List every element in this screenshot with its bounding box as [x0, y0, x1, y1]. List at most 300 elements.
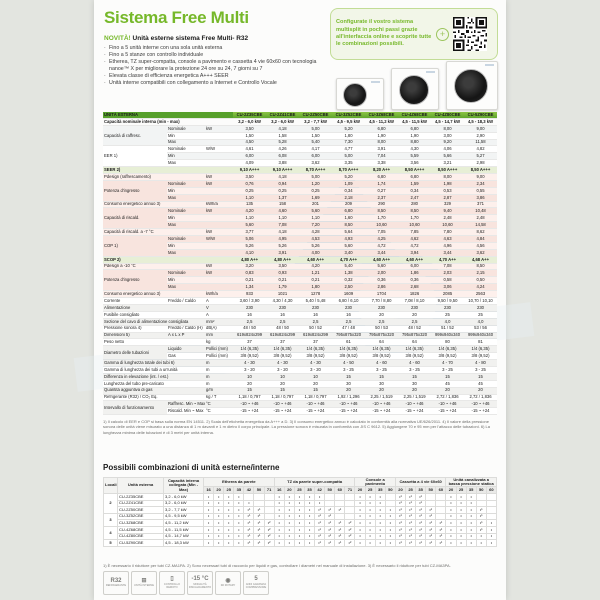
cell: 3 - 25	[332, 366, 365, 373]
cell: •	[456, 513, 466, 520]
cell: 280	[398, 201, 431, 208]
cell: •	[214, 540, 224, 547]
cell: 3,35	[332, 160, 365, 167]
cell: •	[284, 520, 294, 527]
cell: •¹	[244, 540, 254, 547]
cell: •¹	[244, 513, 254, 520]
cell: 16	[299, 311, 332, 318]
cell: •¹	[395, 507, 405, 514]
cell: 619x824x299	[299, 332, 332, 339]
row-label: Capacità di riscald.	[103, 208, 167, 229]
cell: 8,50	[332, 222, 365, 229]
cell: kW	[205, 208, 233, 215]
cell: Nominale	[167, 125, 205, 132]
cell: •	[304, 493, 314, 500]
table-row	[104, 540, 497, 547]
cell: •	[214, 507, 224, 514]
cell: 5,28	[266, 139, 299, 146]
cell: 20	[446, 487, 456, 494]
cell: 0,34	[332, 187, 365, 194]
cell: 0,53	[431, 187, 464, 194]
cell: 0,55	[464, 187, 497, 194]
cell: 15	[398, 373, 431, 380]
cell: •¹	[426, 507, 436, 514]
cell: 2,90	[464, 132, 497, 139]
cell: 3/8 (9,52)	[431, 353, 464, 360]
cell: 1021	[266, 291, 299, 298]
cell: •	[204, 540, 214, 547]
cell: •	[446, 500, 456, 507]
cell: 48 / 52	[398, 325, 431, 332]
cell: •²	[345, 540, 355, 547]
cell	[205, 139, 233, 146]
cell: 1,20	[299, 180, 332, 187]
cell: 2,72 / 1,836	[431, 394, 464, 401]
cell: m	[205, 360, 233, 367]
cell: •	[446, 540, 456, 547]
cell: •¹	[436, 540, 446, 547]
table-row	[104, 533, 497, 540]
cell: Nominale	[167, 208, 205, 215]
feature-bullet: · Fino a 5 stanze con controllo individuale	[104, 52, 328, 59]
cell: 8,50 A+++	[464, 167, 497, 174]
cell: 2,5	[365, 318, 398, 325]
cell: •¹	[416, 513, 426, 520]
novita-label: NOVITÀ!	[104, 35, 131, 42]
cell: 48 / 50	[233, 325, 266, 332]
cell: 4 - 60	[398, 360, 431, 367]
cell: •	[234, 513, 244, 520]
cell: -15 ~ +24	[464, 408, 497, 415]
cell: 4,80 A++	[233, 256, 266, 263]
row-label: Corrente	[103, 298, 167, 305]
feature-bullet-list	[104, 45, 328, 87]
cell: 4,68 A++	[464, 256, 497, 263]
cell: Riscald. Min ~ Max	[168, 408, 204, 414]
cell: 50	[325, 487, 335, 494]
cell: •¹	[416, 520, 426, 527]
teaser-text: Configurate il vostro sistema multisplit in pochi passi grazie all'interfaccia online e scoprite tutte le combinazioni possibili.	[336, 19, 432, 48]
cell: 4,5 - 14,7 kW	[431, 118, 464, 125]
cell: 4,18	[266, 229, 299, 236]
cell: 2,87	[431, 194, 464, 201]
cell: 4,5 - 18,3 kW	[164, 540, 204, 547]
cell: •	[274, 493, 284, 500]
cell: 8,62	[464, 229, 497, 236]
footer-feature-badges	[103, 571, 269, 595]
cell: °C	[205, 401, 233, 408]
cell: 0,34	[398, 187, 431, 194]
cell: 4 - 70	[431, 360, 464, 367]
cell: •¹	[406, 493, 416, 500]
cell: 4,26	[266, 146, 299, 153]
cell: 6,00	[233, 153, 266, 160]
cell: 60	[335, 487, 345, 494]
cell: 1,18 / 0,797	[266, 394, 299, 401]
table-row	[103, 118, 497, 125]
cell: •	[375, 540, 385, 547]
cell	[345, 493, 355, 500]
cell: 3 - 20	[233, 366, 266, 373]
cell: •¹	[254, 540, 264, 547]
cell	[486, 493, 496, 500]
outdoor-unit-image-large	[446, 61, 498, 110]
cell: 3,2 - 6,0 kW	[266, 118, 299, 125]
cell: •	[244, 500, 254, 507]
cell: kW	[205, 180, 233, 187]
cell: •¹	[395, 500, 405, 507]
cell: 230	[464, 304, 497, 311]
cell: Min	[167, 187, 205, 194]
cell: •¹	[395, 513, 405, 520]
cell: 0,32	[332, 277, 365, 284]
cell: •¹	[315, 520, 325, 527]
cell: 0,76	[233, 180, 266, 187]
cell: 4 - 50	[332, 360, 365, 367]
cell: 2,25 / 1,519	[365, 394, 398, 401]
cell: 2563	[464, 291, 497, 298]
column-header: CU-4Z80CBE	[431, 112, 464, 118]
cell: kW	[205, 174, 233, 181]
cell: •¹	[416, 533, 426, 540]
table-row	[103, 256, 497, 263]
cell: •	[304, 500, 314, 507]
cell: 80	[431, 339, 464, 346]
cell: 5,60	[365, 263, 398, 270]
cell: Min	[167, 242, 205, 249]
cell: •¹	[244, 507, 254, 514]
cell: •	[214, 500, 224, 507]
table-row	[103, 332, 497, 339]
column-header: CU-5Z90CBE	[464, 112, 497, 118]
cell: kWh/a	[205, 291, 233, 298]
cell: 5,66	[431, 153, 464, 160]
cell: 8,00	[365, 139, 398, 146]
cell: kW	[205, 125, 233, 132]
cell: 1,90	[398, 132, 431, 139]
cell: •	[486, 533, 496, 540]
cell: 25	[294, 487, 304, 494]
cell: •¹	[395, 520, 405, 527]
row-label: Potenza d'ingresso	[103, 270, 167, 291]
cell: 15	[332, 373, 365, 380]
cell: 8,00	[431, 174, 464, 181]
cell: 2,5	[299, 318, 332, 325]
cell: •²	[264, 526, 274, 533]
cell: 2,5	[266, 318, 299, 325]
cell: •	[294, 526, 304, 533]
cell: 1,10	[299, 215, 332, 222]
cell: •¹	[395, 526, 405, 533]
cell: 4,61	[233, 146, 266, 153]
cell: 0,36	[398, 277, 431, 284]
cell: 4,63	[431, 236, 464, 243]
cell: 933	[233, 291, 266, 298]
cell: 4,72	[398, 242, 431, 249]
cell: 9,20	[431, 139, 464, 146]
cell: 10,60	[365, 222, 398, 229]
cell: 3/8 (9,52)	[332, 353, 365, 360]
cell: 15	[299, 387, 332, 394]
cell: •	[355, 533, 365, 540]
cell: 3,62	[299, 160, 332, 167]
cell: •	[284, 500, 294, 507]
cell: 1,10	[266, 215, 299, 222]
cell: 8,80	[398, 139, 431, 146]
cell: 4,24	[464, 284, 497, 291]
cell	[264, 500, 274, 507]
spec-table	[103, 112, 497, 415]
cell: -15 ~ +24	[266, 408, 299, 415]
cell: •	[375, 493, 385, 500]
cell: 7,08 / 8,10	[398, 298, 431, 305]
cell: •	[365, 533, 375, 540]
cell: 2	[104, 493, 118, 513]
fan-grille-icon	[399, 75, 429, 105]
cell: kg	[205, 339, 233, 346]
feature-badge	[243, 571, 269, 595]
cell: 2,72 / 1,836	[464, 394, 497, 401]
cell: kW	[205, 229, 233, 236]
cell: 10	[266, 373, 299, 380]
cell: 4 - 60	[365, 360, 398, 367]
column-header: CU-2Z35CBE	[233, 112, 266, 118]
cell: 5,60	[332, 242, 365, 249]
cell: 9,00	[464, 174, 497, 181]
cell: 1,09	[332, 180, 365, 187]
cell: 7,80	[431, 229, 464, 236]
fan-grille-icon	[343, 83, 367, 107]
cell: •¹	[416, 507, 426, 514]
cell: 20	[233, 380, 266, 387]
cell: •¹	[406, 540, 416, 547]
column-header: CU-2Z41CBE	[266, 112, 299, 118]
cell: 25	[431, 311, 464, 318]
cell: 2,5	[233, 318, 266, 325]
cell: •	[274, 507, 284, 514]
cell: 3,56	[398, 160, 431, 167]
feature-bullet: · Unità interne compatibili con collegamento a Internet e Controllo Vocale	[104, 80, 328, 87]
cell: Max	[167, 139, 205, 146]
cell	[385, 500, 395, 507]
cell: •	[204, 493, 214, 500]
cell: 1,18 / 0,797	[233, 394, 266, 401]
badge-label: UNITÀ INTERNE	[134, 584, 154, 588]
cell	[205, 277, 233, 284]
cell: 8,00	[431, 125, 464, 132]
row-label: Peso netto	[103, 339, 205, 346]
cell: 4,84	[464, 236, 497, 243]
cell: •¹	[476, 520, 486, 527]
cell: •	[375, 513, 385, 520]
cell: -10 ~ +46	[233, 401, 266, 408]
cell: 3,50	[266, 263, 299, 270]
cell: 619x824x299	[266, 332, 299, 339]
cell	[436, 500, 446, 507]
cell: 3 - 25	[365, 366, 398, 373]
cell: •	[224, 540, 234, 547]
cell: •	[486, 520, 496, 527]
cell: 5,20	[332, 174, 365, 181]
cell: Min	[167, 132, 205, 139]
cell: 1,10	[233, 194, 266, 201]
cell: •¹	[335, 507, 345, 514]
table-row	[104, 513, 497, 520]
cell: 71	[264, 487, 274, 494]
cell: 35	[304, 487, 314, 494]
cell: 999x940x340	[431, 332, 464, 339]
cell: 1,38	[332, 270, 365, 277]
row-label: Potenza d'ingresso	[103, 180, 167, 201]
cell: •¹	[406, 526, 416, 533]
cell: •	[466, 526, 476, 533]
cell: 4,0	[431, 318, 464, 325]
cell: •¹	[335, 520, 345, 527]
cell: •	[466, 540, 476, 547]
cell: 4,96	[431, 242, 464, 249]
cell: 7,04	[365, 153, 398, 160]
cell: 4	[104, 526, 118, 539]
cell: 795x875x320	[398, 332, 431, 339]
cell: •	[375, 507, 385, 514]
cell: 4,5 - 9,5 kW	[164, 513, 204, 520]
cell: 20	[431, 387, 464, 394]
table-row	[103, 291, 497, 298]
cell: •	[274, 540, 284, 547]
cell: 20	[365, 311, 398, 318]
cell: 4,5 - 11,2 kW	[365, 118, 398, 125]
cell: 10,60	[431, 222, 464, 229]
cell: 4,70 A++	[332, 256, 365, 263]
brand-label	[371, 81, 380, 83]
cell: -15 ~ +24	[431, 408, 464, 415]
cell: •	[456, 500, 466, 507]
outdoor-unit-images	[328, 56, 498, 110]
cell: 2085	[431, 291, 464, 298]
cell: 4 - 30	[266, 360, 299, 367]
cell: CU-2Z41CBE	[118, 500, 164, 507]
table-row	[103, 298, 497, 305]
cell: 4,50	[233, 139, 266, 146]
cell: 3 - 25	[398, 366, 431, 373]
cell: 3/8 (9,52)	[299, 353, 332, 360]
cell: •¹	[325, 533, 335, 540]
cell: 5,27	[464, 153, 497, 160]
cell: 2,5	[398, 318, 431, 325]
cell: 4,20	[299, 263, 332, 270]
cell: 1,37	[266, 194, 299, 201]
table-row	[103, 346, 497, 353]
cell: 209	[332, 201, 365, 208]
cell: 3,44	[365, 249, 398, 256]
cell: •	[214, 526, 224, 533]
row-label: Lunghezza del tubo pre-caricato	[103, 380, 205, 387]
cell: 20	[332, 387, 365, 394]
cell: kW	[205, 263, 233, 270]
cell: •¹	[325, 507, 335, 514]
cell: •	[456, 526, 466, 533]
row-label: Dimensioni 5)	[103, 332, 167, 339]
cell: Nominale	[167, 180, 205, 187]
cell: •¹	[436, 533, 446, 540]
cell: •	[294, 507, 304, 514]
indoor-units-icon: ⊞	[141, 577, 147, 584]
cell: •	[204, 533, 214, 540]
cell: 230	[431, 304, 464, 311]
cell: -10 ~ +46	[398, 401, 431, 408]
cell: 230	[398, 304, 431, 311]
plus-icon: +	[436, 28, 449, 41]
feature-bullet: · Elevata classe di efficienza energetica A+++ SEER	[104, 73, 328, 80]
qr-code[interactable]	[453, 17, 487, 51]
cell: •	[214, 493, 224, 500]
cell: 795x875x320	[332, 332, 365, 339]
row-label: Refrigerante (R32) / CO₂ Eq.	[103, 394, 205, 401]
cell: 158	[266, 201, 299, 208]
cell: mm	[205, 332, 233, 339]
cell: 0,58	[431, 277, 464, 284]
cell: •²	[345, 533, 355, 540]
cell	[436, 513, 446, 520]
cell: 16	[266, 311, 299, 318]
cell: •¹	[325, 513, 335, 520]
cell: 1,21	[299, 270, 332, 277]
cell: 1278	[299, 291, 332, 298]
cell: 1,10	[233, 215, 266, 222]
cell: CU-3Z68CBE	[118, 520, 164, 527]
cell: 48 / 50	[266, 325, 299, 332]
cell: •	[456, 507, 466, 514]
cell: 3,00	[431, 132, 464, 139]
cell: A	[205, 298, 233, 305]
cell	[264, 493, 274, 500]
cell: •	[294, 493, 304, 500]
table-row	[103, 146, 497, 153]
cell: •	[274, 520, 284, 527]
cell: 2,48	[431, 215, 464, 222]
cell: 1/4 (6,35)	[464, 346, 497, 353]
cell: Gas	[167, 353, 205, 360]
outdoor-unit-image-small	[336, 78, 384, 110]
cell: 8,50	[464, 263, 497, 270]
table-row	[103, 360, 497, 367]
cell: •	[234, 507, 244, 514]
cell: 20	[355, 487, 365, 494]
cell: 4,5 - 11,5 kW	[398, 118, 431, 125]
cell: •	[214, 533, 224, 540]
cell: •²	[264, 540, 274, 547]
cell: 50 / 53	[365, 325, 398, 332]
cell: •¹	[335, 533, 345, 540]
cell	[205, 187, 233, 194]
cell: 20	[398, 311, 431, 318]
table-row	[103, 167, 497, 174]
cell: 9,00	[464, 125, 497, 132]
cell: 50 / 52	[299, 325, 332, 332]
cell: 4,5 - 11,2 kW	[164, 520, 204, 527]
cell: •²	[345, 526, 355, 533]
table-row	[104, 500, 497, 507]
spec-table-footnote: 1) Il calcolo di EER e COP si basa sulla norma EN 14511. 2) Scala dell'etichetta energetica da A+++ a D. 3) Il consumo energetico annuo è calcolato in conformità alla normativa UE/626/2011. 4) Il valore della pressione sonora delle unità viene misurato a una distanza di 1 m davanti e 1 m dietro il corpo principale. La pressione sonora è misurata in conformità con JIS C 9612. 5) Aggiungere 70 e 95 mm per l'attacco delle tubazioni. 6) La lunghezza minima delle tubazioni è di 3 metri per unità interna.	[103, 419, 490, 435]
cell: •	[284, 513, 294, 520]
novita-text: Unità esterne sistema Free Multi- R32	[132, 35, 249, 42]
cell: kW	[205, 270, 233, 277]
cell: 45	[464, 380, 497, 387]
cell: 4,60 A++	[398, 256, 431, 263]
row-label: COP 1)	[103, 236, 167, 257]
feature-badge	[131, 571, 157, 595]
table-row	[104, 493, 497, 500]
